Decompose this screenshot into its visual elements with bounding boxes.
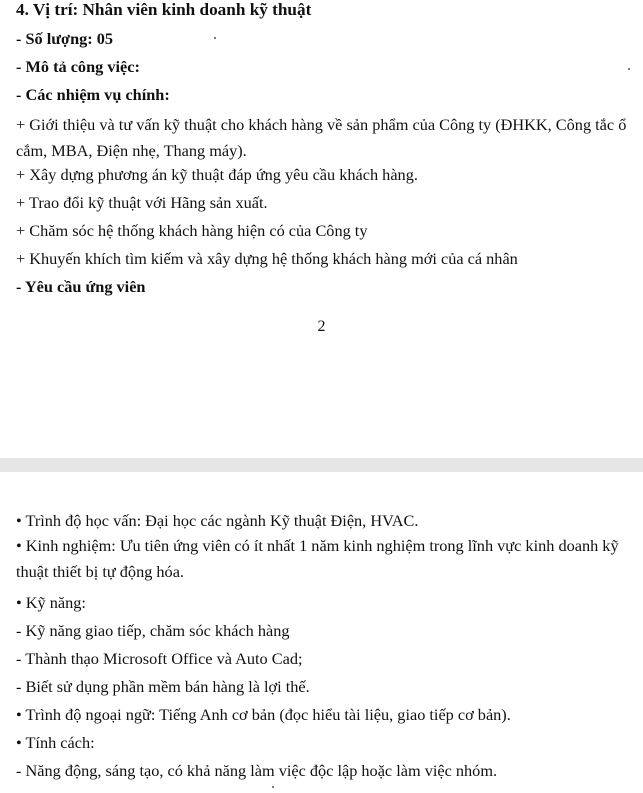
requirement-item: - Kỹ năng giao tiếp, chăm sóc khách hàng <box>16 621 290 640</box>
requirement-item: • Trình độ ngoại ngữ: Tiếng Anh cơ bản (đọc hiểu tài liệu, giao tiếp cơ bản). <box>16 705 511 724</box>
job-description-heading: - Mô tả công việc: <box>16 57 140 76</box>
section-title: 4. Vị trí: Nhân viên kinh doanh kỹ thuật <box>16 0 312 19</box>
task-item: + Khuyến khích tìm kiếm và xây dựng hệ thống khách hàng mới của cá nhân <box>16 249 518 268</box>
requirements-heading: - Yêu cầu ứng viên <box>16 277 146 296</box>
document-page-bottom <box>0 472 643 793</box>
scan-speck <box>272 786 274 788</box>
requirement-item: • Trình độ học vấn: Đại học các ngành Kỹ thuật Điện, HVAC. <box>16 511 419 530</box>
task-item: + Chăm sóc hệ thống khách hàng hiện có của Công ty <box>16 221 368 240</box>
scan-speck <box>628 68 630 70</box>
task-item: + Xây dựng phương án kỹ thuật đáp ứng yêu cầu khách hàng. <box>16 165 418 184</box>
requirement-item: • Tính cách: <box>16 733 95 752</box>
page-separator <box>0 458 643 472</box>
requirement-item: - Năng động, sáng tạo, có khả năng làm việc độc lập hoặc làm việc nhóm. <box>16 761 498 780</box>
scan-speck <box>214 37 216 39</box>
task-item: + Trao đổi kỹ thuật với Hãng sản xuất. <box>16 193 268 212</box>
quantity-line: - Số lượng: 05 <box>16 29 114 48</box>
requirement-item: - Thành thạo Microsoft Office và Auto Cad; <box>16 649 303 668</box>
main-tasks-heading: - Các nhiệm vụ chính: <box>16 85 170 104</box>
requirement-item: - Biết sử dụng phần mềm bán hàng là lợi thế. <box>16 677 310 696</box>
requirement-item: • Kinh nghiệm: Ưu tiên ứng viên có ít nhất 1 năm kinh nghiệm trong lĩnh vực kinh doanh kỹ thuật thiết bị tự động hóa. <box>16 536 619 581</box>
task-item: + Giới thiệu và tư vấn kỹ thuật cho khách hàng về sản phẩm của Công ty (ĐHKK, Công tắc ổ cắm, MBA, Điện nhẹ, Thang máy). <box>16 115 627 160</box>
page-number: 2 <box>317 318 326 335</box>
requirement-item: • Kỹ năng: <box>16 593 86 612</box>
